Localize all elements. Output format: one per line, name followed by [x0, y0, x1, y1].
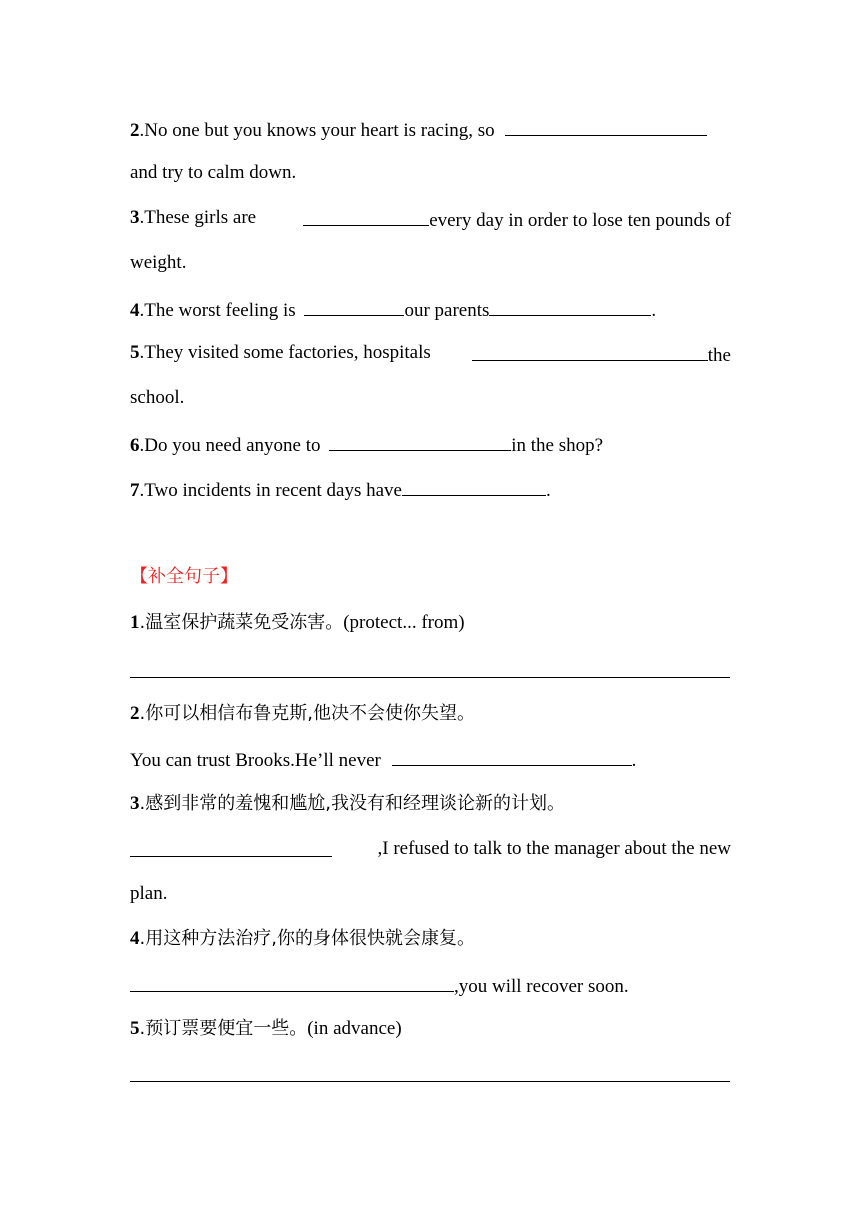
- english-prompt: You can trust Brooks.He’ll never: [130, 750, 381, 771]
- question-number: 1: [130, 612, 140, 633]
- question-b2-line2: [130, 746, 731, 773]
- question-text: .Two incidents in recent days have: [139, 480, 402, 501]
- answer-blank[interactable]: [402, 476, 546, 496]
- answer-blank[interactable]: [303, 206, 429, 226]
- hint-text: (in advance): [307, 1018, 402, 1039]
- answer-blank[interactable]: [505, 116, 707, 136]
- english-prompt: ,I refused to talk to the manager about the new: [377, 838, 731, 859]
- question-text: .: [545, 480, 551, 501]
- hint-text: (protect... from): [343, 612, 465, 633]
- question-a2-line2: [130, 161, 731, 185]
- question-b3-line2: [130, 837, 731, 861]
- question-text: .No one but you knows your heart is racing, so: [139, 120, 495, 141]
- question-number: 2: [130, 703, 140, 724]
- question-number: 7: [130, 480, 140, 501]
- question-number: 4: [130, 928, 140, 949]
- question-b4-line1: [130, 927, 731, 951]
- question-b2-line1: [130, 702, 731, 726]
- chinese-prompt: .温室保护蔬菜免受冻害。: [139, 612, 344, 633]
- question-a7-line: [130, 476, 731, 503]
- question-b4-line2: [130, 972, 731, 999]
- question-number: 2: [130, 120, 140, 141]
- question-b1-line: [130, 611, 731, 635]
- answer-line[interactable]: [130, 1081, 730, 1082]
- question-text: .The worst feeling is: [139, 300, 296, 321]
- answer-blank[interactable]: [392, 746, 632, 766]
- chinese-prompt: .感到非常的羞愧和尴尬,我没有和经理谈论新的计划。: [139, 793, 565, 814]
- question-a2-line1: [130, 116, 731, 143]
- english-prompt: .: [631, 750, 637, 771]
- answer-blank[interactable]: [130, 837, 332, 857]
- question-b5-line: [130, 1017, 731, 1041]
- question-text: .Do you need anyone to: [139, 435, 321, 456]
- question-a3-line1: [130, 206, 731, 233]
- answer-blank[interactable]: [304, 296, 404, 316]
- question-number: 4: [130, 300, 140, 321]
- question-text: the: [707, 345, 731, 366]
- question-a3-line2: [130, 251, 731, 275]
- chinese-prompt: .你可以相信布鲁克斯,他决不会使你失望。: [139, 703, 475, 724]
- question-text: school.: [130, 387, 185, 408]
- question-number: 3: [130, 793, 140, 814]
- question-a5-line2: [130, 386, 731, 410]
- answer-blank[interactable]: [329, 431, 511, 451]
- answer-blank[interactable]: [472, 341, 708, 361]
- question-number: 5: [130, 1018, 140, 1039]
- question-text: in the shop?: [511, 435, 604, 456]
- question-a6-line: [130, 431, 731, 458]
- question-a5-line1: [130, 341, 731, 368]
- english-prompt: ,you will recover soon.: [454, 976, 629, 997]
- question-b3-line1: [130, 792, 731, 816]
- question-a4-line: [130, 296, 731, 323]
- question-number: 5: [130, 342, 140, 363]
- question-b3-line3: [130, 882, 731, 906]
- question-text: every day in order to lose ten pounds of: [429, 210, 731, 231]
- question-number: 6: [130, 435, 140, 456]
- question-text: and try to calm down.: [130, 162, 297, 183]
- question-text: .: [651, 300, 657, 321]
- answer-blank[interactable]: [489, 296, 651, 316]
- answer-blank[interactable]: [130, 972, 454, 992]
- question-number: 3: [130, 207, 140, 228]
- question-text: weight.: [130, 252, 187, 273]
- question-text: .They visited some factories, hospitals: [139, 342, 431, 363]
- question-text: our parents: [404, 300, 490, 321]
- chinese-prompt: .预订票要便宜一些。: [139, 1018, 308, 1039]
- english-prompt: plan.: [130, 883, 168, 904]
- section-title: 【补全句子】: [130, 566, 238, 587]
- answer-line[interactable]: [130, 677, 730, 678]
- question-text: .These girls are: [139, 207, 257, 228]
- chinese-prompt: .用这种方法治疗,你的身体很快就会康复。: [139, 928, 475, 949]
